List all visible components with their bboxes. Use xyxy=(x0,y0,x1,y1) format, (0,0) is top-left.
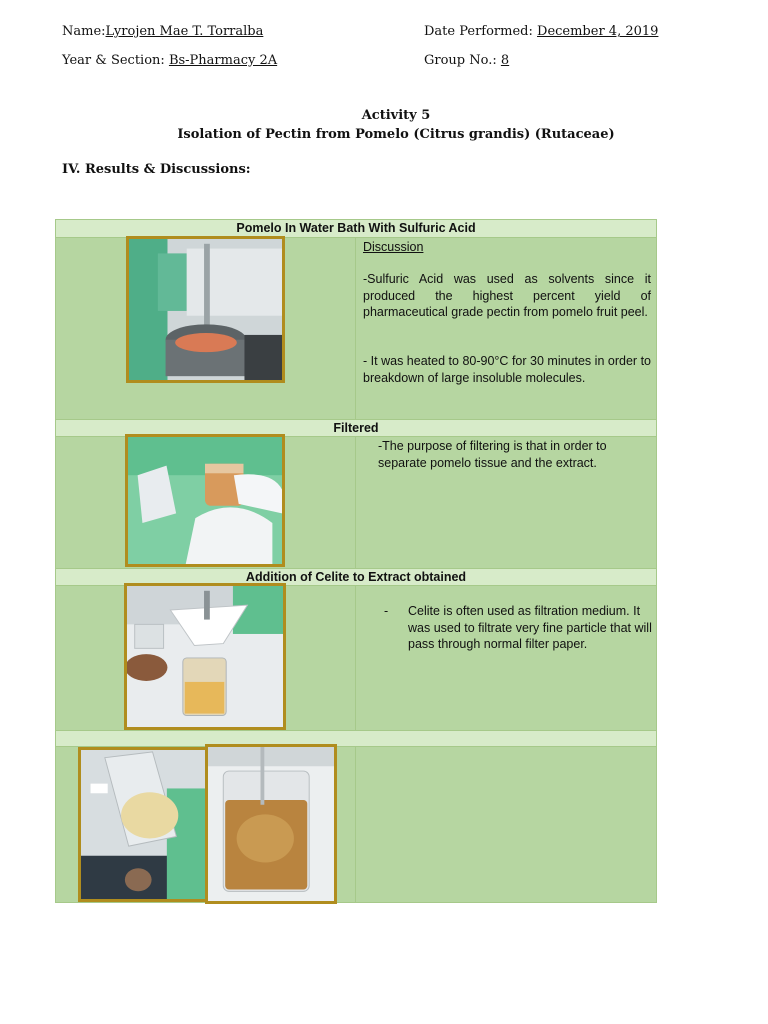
name-line xyxy=(62,24,263,39)
discussion-paragraph: Celite is often used as filtration medium. It was used to filtrate very fine particle that will pass through normal filter paper. xyxy=(408,604,652,651)
discussion-label: Discussion xyxy=(363,240,424,254)
group-label: Group No.: xyxy=(424,53,497,68)
jar-photo xyxy=(78,747,208,902)
date-line xyxy=(424,24,658,39)
discussion-paragraph: - It was heated to 80-90°C for 30 minutes in order to breakdown of large insoluble molecules. xyxy=(363,354,651,385)
row-heading: Filtered xyxy=(56,419,656,437)
row-heading: Addition of Celite to Extract obtained xyxy=(56,568,656,586)
row-heading xyxy=(56,730,656,747)
bullet-dash: - xyxy=(384,604,389,618)
row-heading: Pomelo In Water Bath With Sulfuric Acid xyxy=(56,220,656,238)
activity-number: Activity 5 xyxy=(361,108,431,123)
section-line xyxy=(62,53,277,68)
section-label: Year & Section: xyxy=(62,53,165,68)
results-heading: IV. Results & Discussions: xyxy=(62,162,251,177)
group-value: 8 xyxy=(500,53,510,68)
celite-photo xyxy=(124,583,286,730)
activity-title: Isolation of Pectin from Pomelo (Citrus grandis) (Rutaceae) xyxy=(177,127,615,142)
water-bath-photo xyxy=(126,236,285,383)
filtered-photo xyxy=(125,434,285,567)
name-label: Name: xyxy=(62,24,106,39)
date-label: Date Performed: xyxy=(424,24,533,39)
discussion-paragraph: -Sulfuric Acid was used as solvents since it produced the highest percent yield of pharmaceutical grade pectin from pomelo fruit peel. xyxy=(363,272,651,319)
group-line xyxy=(424,53,509,68)
name-value: Lyrojen Mae T. Torralba xyxy=(105,24,264,39)
section-value: Bs-Pharmacy 2A xyxy=(168,53,278,68)
discussion-paragraph: -The purpose of filtering is that in order to separate pomelo tissue and the extract. xyxy=(378,439,607,470)
beaker-photo xyxy=(205,744,337,904)
date-value: December 4, 2019 xyxy=(537,24,659,39)
